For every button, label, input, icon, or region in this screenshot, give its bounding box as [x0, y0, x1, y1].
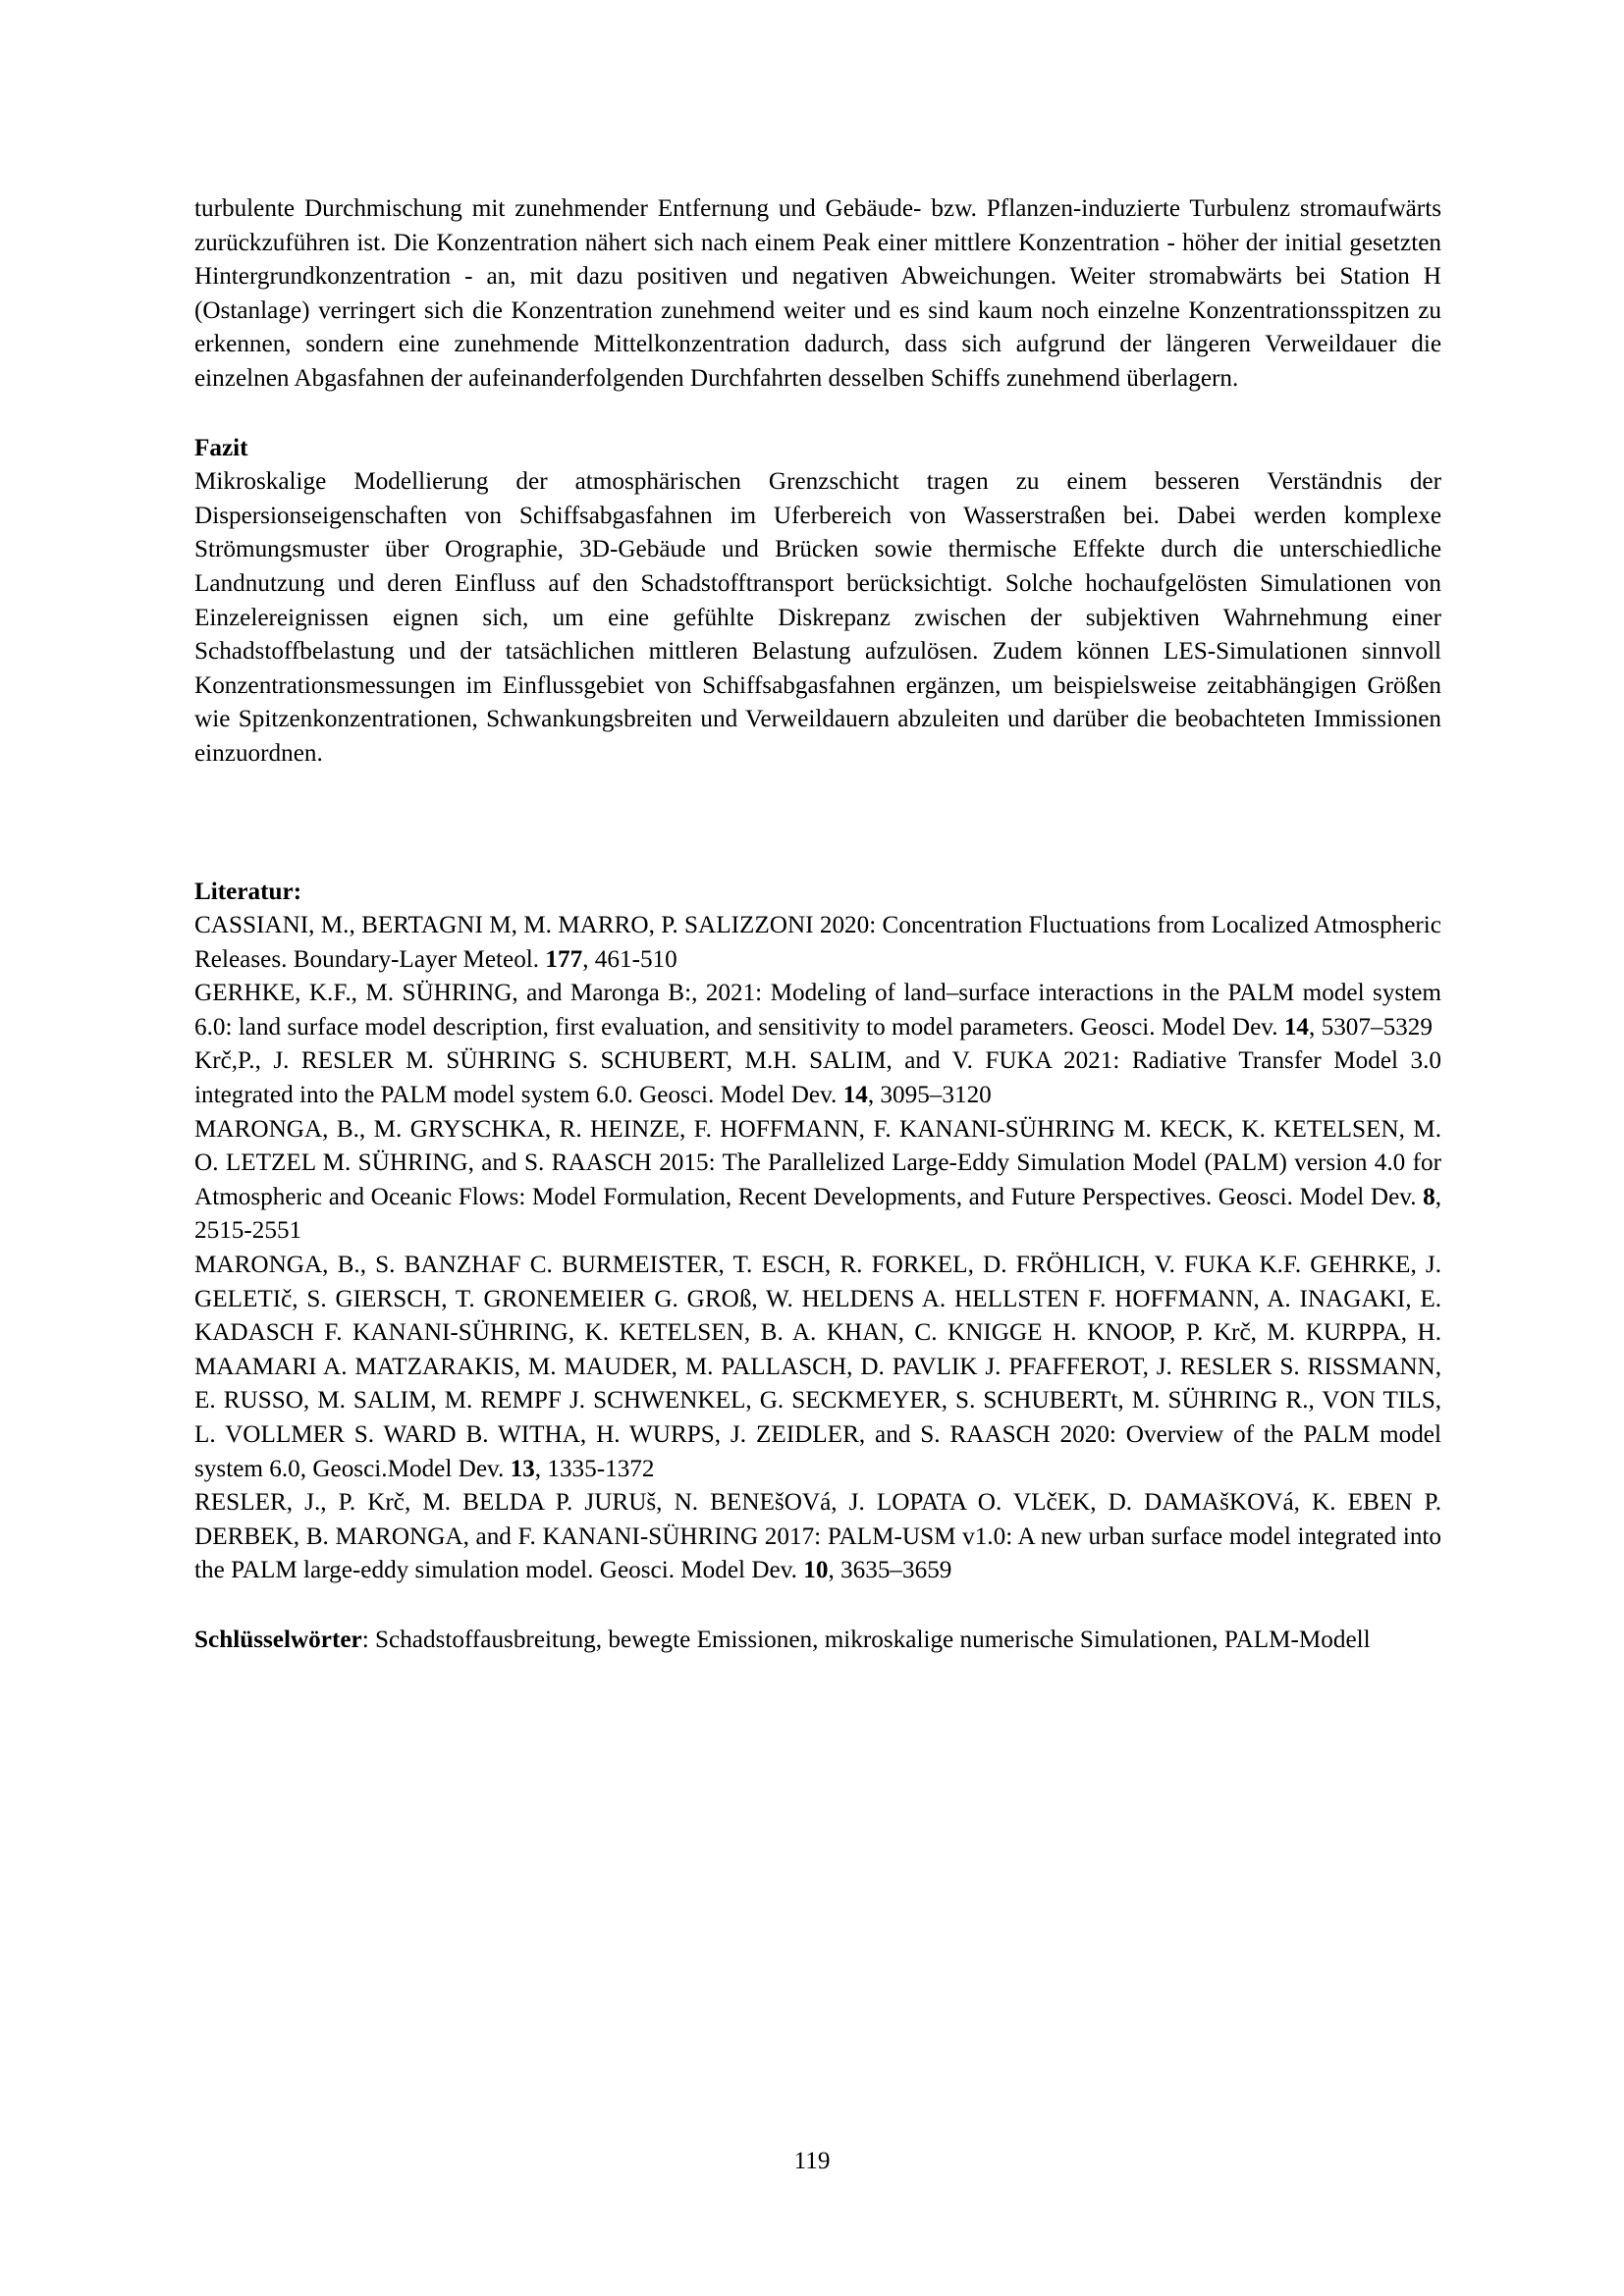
- reference-volume: 13: [510, 1455, 535, 1482]
- section-spacer: [194, 772, 1441, 876]
- reference-text: RESLER, J., P. Krč, M. BELDA P. JURUš, N. BENEšOVá, J. LOPATA O. VLčEK, D. DAMAšKOVá, K. EBEN P. DERBEK, B. MARONGA, and F. KANANI-SÜHRING 2017: PALM-USM v1.0: A new urban surface model integrated into the PALM large-eddy simulation model. Geosci. Model Dev.: [194, 1489, 1441, 1584]
- keywords: [194, 1624, 1441, 1658]
- section-spacer: [194, 397, 1441, 432]
- reference-volume: 10: [803, 1557, 829, 1584]
- reference-pages: , 3095–3120: [867, 1082, 992, 1109]
- reference-item: [194, 1249, 1441, 1486]
- reference-volume: 14: [1283, 1013, 1310, 1041]
- reference-list: [194, 909, 1441, 1588]
- reference-text: GERHKE, K.F., M. SÜHRING, and Maronga B:, 2021: Modeling of land–surface interactions in the PALM model system 6.0: land surface model description, first evaluation, and sensitivity to model parameters. Geosci. Model Dev.: [194, 980, 1441, 1041]
- reference-pages: , 461-510: [582, 945, 677, 973]
- literatur-heading: Literatur:: [194, 878, 302, 905]
- page-number: 119: [793, 2148, 831, 2174]
- reference-pages: , 2515-2551: [194, 1183, 1441, 1245]
- reference-item: [194, 1044, 1441, 1112]
- reference-volume: 14: [842, 1082, 868, 1109]
- reference-volume: 177: [545, 945, 583, 973]
- reference-item: [194, 1486, 1441, 1588]
- reference-volume: 8: [1423, 1183, 1435, 1210]
- reference-text: CASSIANI, M., BERTAGNI M, M. MARRO, P. SALIZZONI 2020: Concentration Fluctuations from Localized Atmospheric Releases. Boundary-Layer Meteol.: [194, 912, 1441, 973]
- reference-pages: , 3635–3659: [828, 1557, 952, 1584]
- intro-paragraph: turbulente Durchmischung mit zunehmender Entfernung und Gebäude- bzw. Pflanzen-induzierte Turbulenz stromaufwärts zurückzuführen ist. Die Konzentration nähert sich nach einem Peak einer mittlere Konzentration - höher der initial gesetzten Hintergrundkonzentration - an, mit dazu positiven und negativen Abweichungen. Weiter stromabwärts bei Station H (Ostanlage) verringert sich die Konzentration zunehmend weiter und es sind kaum noch einzelne Konzentrationsspitzen zu erkennen, sondern eine zunehmende Mittelkonzentration dadurch, dass sich aufgrund der längeren Verweildauer die einzelnen Abgasfahnen der aufeinanderfolgenden Durchfahrten desselben Schiffs zunehmend überlagern.: [194, 195, 1441, 392]
- keywords-label: Schlüsselwörter: [194, 1626, 362, 1653]
- fazit-heading: Fazit: [194, 434, 248, 461]
- fazit-paragraph: Mikroskalige Modellierung der atmosphärischen Grenzschicht tragen zu einem besseren Verständnis der Dispersionseigenschaften von Schiffsabgasfahnen im Uferbereich von Wasserstraßen bei. Dabei werden komplexe Strömungsmuster über Orographie, 3D-Gebäude und Brücken sowie thermische Effekte durch die unterschiedliche Landnutzung und deren Einfluss auf den Schadstofftransport berücksichtigt. Solche hochaufgelösten Simulationen von Einzelereignissen eignen sich, um eine gefühlte Diskrepanz zwischen der subjektiven Wahrnehmung einer Schadstoffbelastung und der tatsächlichen mittleren Belastung aufzulösen. Zudem können LES-Simulationen sinnvoll Konzentrationsmessungen im Einflussgebiet von Schiffsabgasfahnen ergänzen, um beispielsweise zeitabhängigen Größen wie Spitzenkonzentrationen, Schwankungsbreiten und Verweildauern abzuleiten und darüber die beobachteten Immissionen einzuordnen.: [194, 468, 1441, 767]
- reference-item: [194, 1113, 1441, 1249]
- reference-text: Krč,P., J. RESLER M. SÜHRING S. SCHUBERT, M.H. SALIM, and V. FUKA 2021: Radiative Transfer Model 3.0 integrated into the PALM model system 6.0. Geosci. Model Dev.: [194, 1047, 1441, 1109]
- reference-text: MARONGA, B., S. BANZHAF C. BURMEISTER, T. ESCH, R. FORKEL, D. FRÖHLICH, V. FUKA K.F. GEHRKE, J. GELETIč, S. GIERSCH, T. GRONEMEIER G. GROß, W. HELDENS A. HELLSTEN F. HOFFMANN, A. INAGAKI, E. KADASCH F. KANANI-SÜHRING, K. KETELSEN, B. A. KHAN, C. KNIGGE H. KNOOP, P. Krč, M. KURPPA, H. MAAMARI A. MATZARAKIS, M. MAUDER, M. PALLASCH, D. PAVLIK J. PFAFFEROT, J. RESLER S. RISSMANN, E. RUSSO, M. SALIM, M. REMPF J. SCHWENKEL, G. SECKMEYER, S. SCHUBERTt, M. SÜHRING R., VON TILS, L. VOLLMER S. WARD B. WITHA, H. WURPS, J. ZEIDLER, and S. RAASCH 2020: Overview of the PALM model system 6.0, Geosci.Model Dev.: [194, 1252, 1441, 1482]
- reference-text: MARONGA, B., M. GRYSCHKA, R. HEINZE, F. HOFFMANN, F. KANANI-SÜHRING M. KECK, K. KETELSEN, M. O. LETZEL M. SÜHRING, and S. RAASCH 2015: The Parallelized Large-Eddy Simulation Model (PALM) version 4.0 for Atmospheric and Oceanic Flows: Model Formulation, Recent Developments, and Future Perspectives. Geosci. Model Dev.: [194, 1115, 1441, 1210]
- page-body: [194, 192, 1441, 1658]
- reference-pages: , 5307–5329: [1309, 1013, 1433, 1041]
- reference-pages: , 1335-1372: [534, 1455, 655, 1482]
- reference-item: [194, 977, 1441, 1044]
- reference-item: [194, 909, 1441, 977]
- keywords-colon: :: [361, 1626, 369, 1653]
- keywords-text: Schadstoffausbreitung, bewegte Emissionen, mikroskalige numerische Simulationen, PALM-Modell: [368, 1626, 1371, 1653]
- section-spacer: [194, 1588, 1441, 1624]
